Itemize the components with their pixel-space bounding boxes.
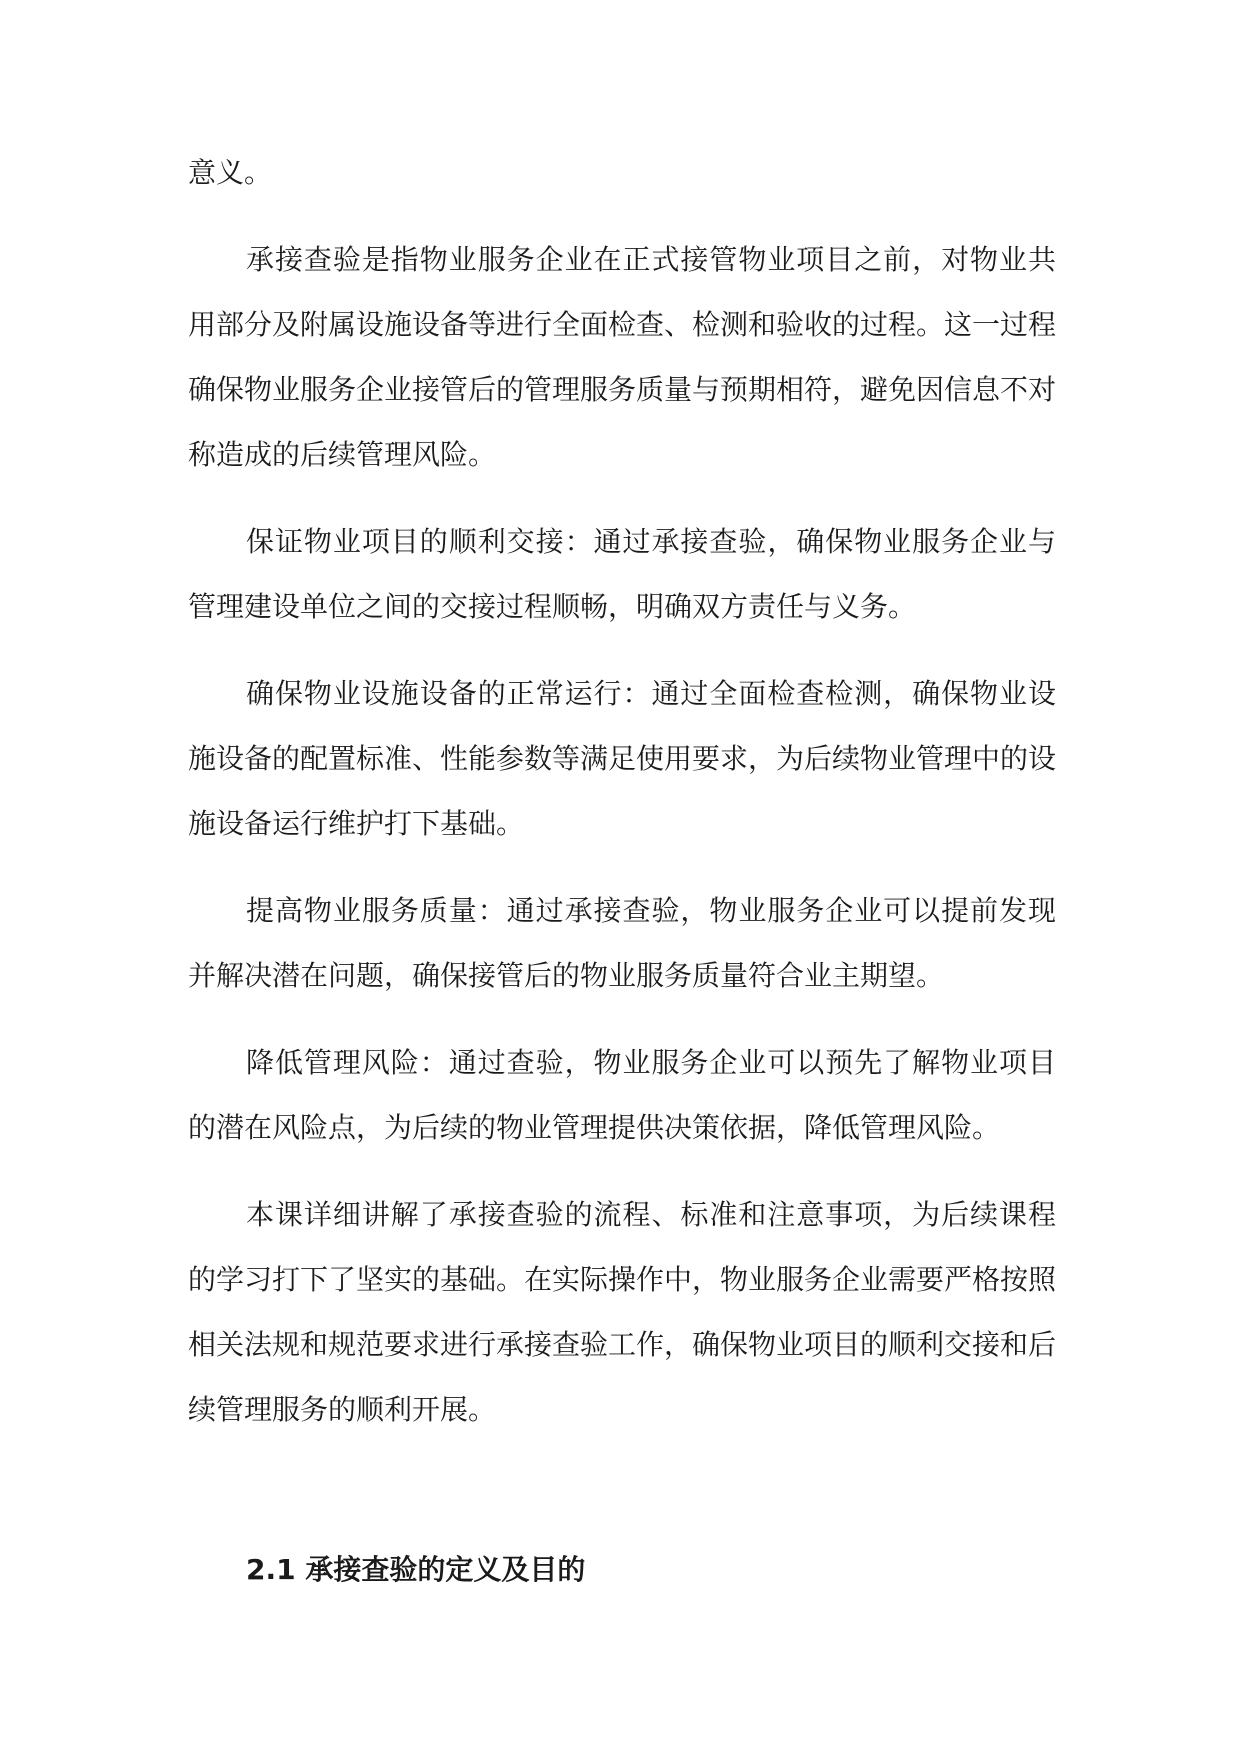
paragraph-definition: 承接查验是指物业服务企业在正式接管物业项目之前，对物业共用部分及附属设施设备等进行全面检查、检测和验收的过程。这一过程确保物业服务企业接管后的管理服务质量与预期相符，避免因信息不对称造成的后续管理风险。 — [188, 243, 1057, 471]
paragraph-service-quality: 提高物业服务质量：通过承接查验，物业服务企业可以提前发现并解决潜在问题，确保接管后的物业服务质量符合业主期望。 — [188, 894, 1056, 992]
paragraph-risk-reduction: 降低管理风险：通过查验，物业服务企业可以预先了解物业项目的潜在风险点，为后续的物业管理提供决策依据，降低管理风险。 — [188, 1046, 1056, 1144]
paragraph-summary: 本课详细讲解了承接查验的流程、标准和注意事项，为后续课程的学习打下了坚实的基础。在实际操作中，物业服务企业需要严格按照相关法规和规范要求进行承接查验工作，确保物业项目的顺利交接和后续管理服务的顺利开展。 — [188, 1198, 1057, 1426]
paragraph-continuation: 意义。 — [188, 156, 273, 189]
section-heading: 2.1 承接查验的定义及目的 — [246, 1553, 586, 1586]
paragraph-facility-operation: 确保物业设施设备的正常运行：通过全面检查检测，确保物业设施设备的配置标准、性能参数等满足使用要求，为后续物业管理中的设施设备运行维护打下基础。 — [188, 677, 1057, 840]
paragraph-smooth-handover: 保证物业项目的顺利交接：通过承接查验，确保物业服务企业与管理建设单位之间的交接过程顺畅，明确双方责任与义务。 — [188, 525, 1056, 623]
document-body — [188, 140, 1056, 1464]
